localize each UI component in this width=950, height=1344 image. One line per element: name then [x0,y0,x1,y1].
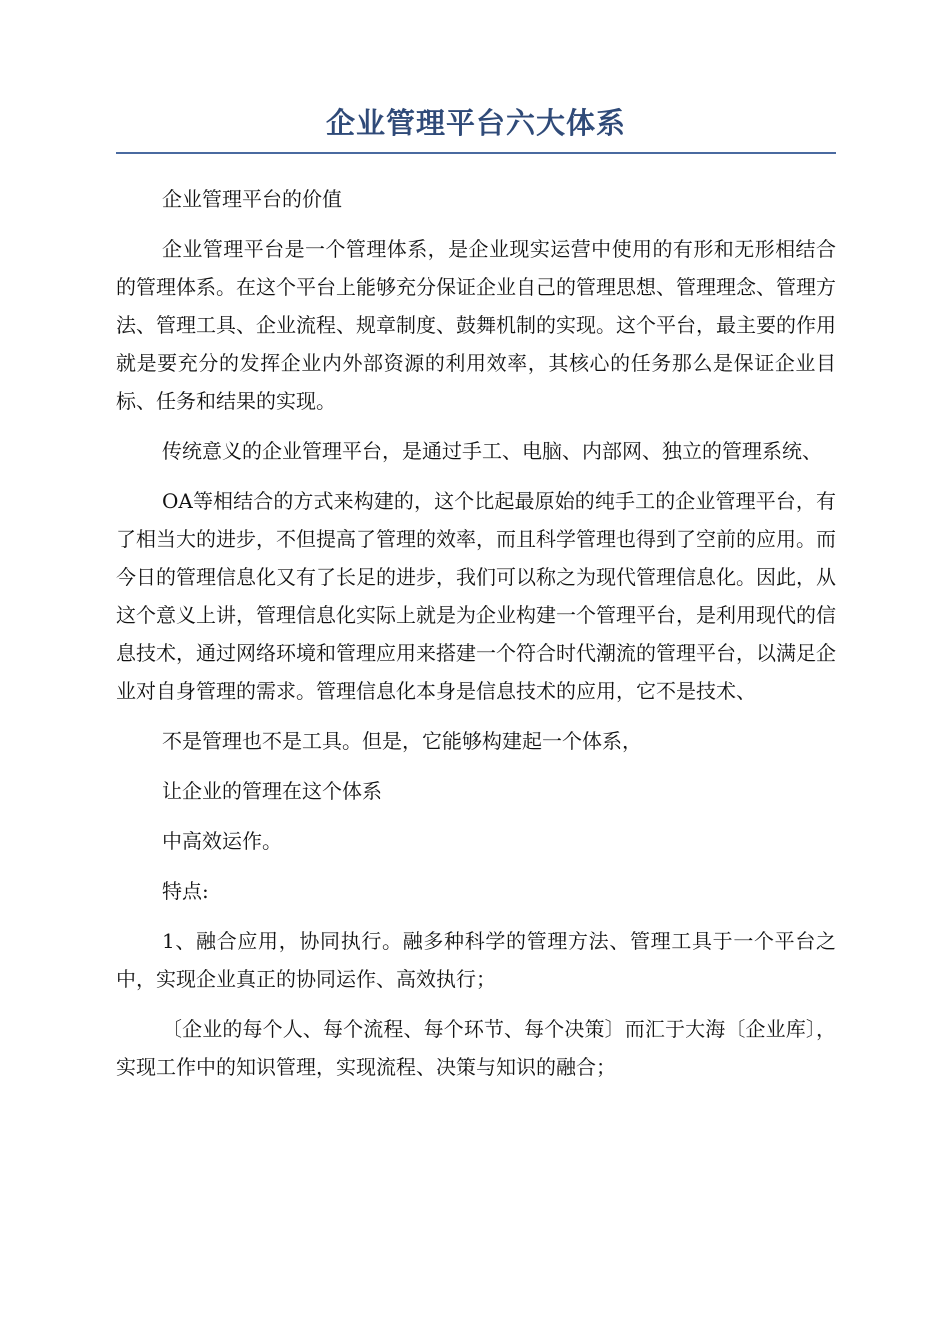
document-page [116,100,836,1098]
paragraph-efficient-operation: 中高效运作。 [162,829,282,853]
paragraph-traditional-platform: 传统意义的企业管理平台，是通过手工、电脑、内部网、独立的管理系统、 [162,439,822,463]
document-title: 企业管理平台六大体系 [325,106,626,140]
paragraph-management-system: 让企业的管理在这个体系 [162,779,382,803]
paragraph-not-management: 不是管理也不是工具。但是，它能够构建起一个体系， [162,729,642,753]
paragraph-value-heading: 企业管理平台的价值 [162,187,342,211]
document-body [116,180,836,1086]
paragraph-features-heading: 特点: [162,879,209,903]
paragraph-knowledge-fusion: 〔企业的每个人、每个流程、每个环节、每个决策〕而汇于大海〔企业库〕，实现工作中的知识管理，实现流程、决策与知识的融合； [116,1017,836,1079]
paragraph-oa-combination: OA等相结合的方式来构建的，这个比起最原始的纯手工的企业管理平台，有了相当大的进步，不但提高了管理的效率，而且科学管理也得到了空前的应用。而今日的管理信息化又有了长足的进步，我们可以称之为现代管理信息化。因此，从这个意义上讲，管理信息化实际上就是为企业构建一个管理平台，是利用现代的信息技术，通过网络环境和管理应用来搭建一个符合时代潮流的管理平台，以满足企业对自身管理的需求。管理信息化本身是信息技术的应用，它不是技术、 [116,489,836,703]
paragraph-platform-definition: 企业管理平台是一个管理体系，是企业现实运营中使用的有形和无形相结合的管理体系。在这个平台上能够充分保证企业自己的管理思想、管理理念、管理方法、管理工具、企业流程、规章制度、鼓舞机制的实现。这个平台，最主要的作用就是要充分的发挥企业内外部资源的利用效率，其核心的任务那么是保证企业目标、任务和结果的实现。 [116,237,836,413]
paragraph-feature-1: 1、融合应用，协同执行。融多种科学的管理方法、管理工具于一个平台之中，实现企业真正的协同运作、高效执行； [116,929,836,991]
title-underline [116,152,836,154]
